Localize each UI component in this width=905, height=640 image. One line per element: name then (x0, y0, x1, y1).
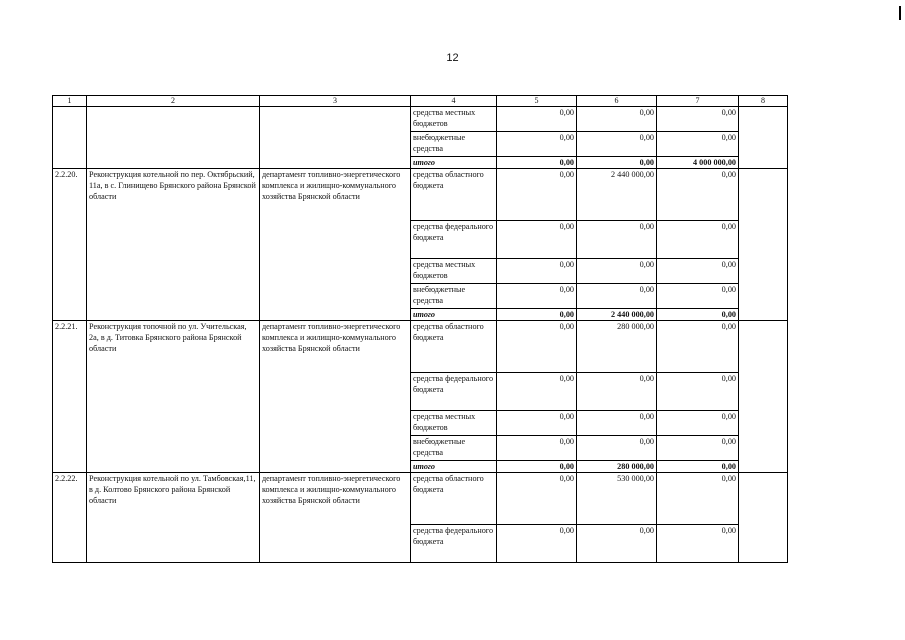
name-cell: Реконструкция топочной по ул. Учительская, 2а, в д. Титовка Брянского района Брянской области (87, 321, 260, 473)
total-value: 4 000 000,00 (657, 157, 739, 169)
total-value: 0,00 (497, 461, 577, 473)
source-cell: внебюджетные средства (411, 284, 497, 309)
source-cell: внебюджетные средства (411, 436, 497, 461)
code-cell: 2.2.21. (53, 321, 87, 473)
table-row (53, 169, 788, 221)
value-cell: 280 000,00 (577, 321, 657, 373)
value-cell: 0,00 (497, 132, 577, 157)
value-cell: 0,00 (577, 221, 657, 259)
code-cell (53, 107, 87, 169)
total-value: 0,00 (497, 309, 577, 321)
value-cell: 0,00 (657, 259, 739, 284)
table-row (53, 107, 788, 132)
scan-edge-mark (899, 6, 901, 20)
source-cell: средства местных бюджетов (411, 259, 497, 284)
value-cell: 0,00 (497, 259, 577, 284)
value-cell: 0,00 (657, 473, 739, 525)
program-table (52, 95, 788, 563)
source-cell: внебюджетные средства (411, 132, 497, 157)
value-cell: 0,00 (577, 284, 657, 309)
column-header: 7 (657, 96, 739, 107)
value-cell: 0,00 (497, 221, 577, 259)
note-cell (739, 321, 788, 473)
value-cell: 0,00 (577, 107, 657, 132)
table-row (53, 473, 788, 525)
source-cell: средства федерального бюджета (411, 373, 497, 411)
source-cell: средства федерального бюджета (411, 221, 497, 259)
source-cell: средства местных бюджетов (411, 107, 497, 132)
value-cell: 0,00 (657, 221, 739, 259)
total-value: 0,00 (657, 309, 739, 321)
total-value: 0,00 (577, 157, 657, 169)
value-cell: 0,00 (577, 411, 657, 436)
code-cell: 2.2.20. (53, 169, 87, 321)
note-cell (739, 169, 788, 321)
value-cell: 0,00 (497, 525, 577, 563)
table-row (53, 321, 788, 373)
value-cell: 0,00 (657, 411, 739, 436)
value-cell: 0,00 (497, 284, 577, 309)
total-value: 0,00 (657, 461, 739, 473)
source-cell: средства федерального бюджета (411, 525, 497, 563)
value-cell: 0,00 (657, 373, 739, 411)
value-cell: 530 000,00 (577, 473, 657, 525)
value-cell: 0,00 (657, 284, 739, 309)
total-label: итого (411, 157, 497, 169)
value-cell: 0,00 (657, 321, 739, 373)
value-cell: 0,00 (657, 169, 739, 221)
code-cell: 2.2.22. (53, 473, 87, 563)
total-value: 280 000,00 (577, 461, 657, 473)
value-cell: 2 440 000,00 (577, 169, 657, 221)
column-header: 5 (497, 96, 577, 107)
note-cell (739, 107, 788, 169)
value-cell: 0,00 (497, 411, 577, 436)
executor-cell: департамент топливно-энергетического комплекса и жилищно-коммунального хозяйства Брянской области (260, 321, 411, 473)
value-cell: 0,00 (497, 321, 577, 373)
executor-cell: департамент топливно-энергетического комплекса и жилищно-коммунального хозяйства Брянской области (260, 169, 411, 321)
name-cell (87, 107, 260, 169)
header-row (53, 96, 788, 107)
value-cell: 0,00 (657, 436, 739, 461)
value-cell: 0,00 (497, 473, 577, 525)
total-value: 0,00 (497, 157, 577, 169)
value-cell: 0,00 (657, 525, 739, 563)
source-cell: средства областного бюджета (411, 321, 497, 373)
value-cell: 0,00 (497, 373, 577, 411)
name-cell: Реконструкция котельной по ул. Тамбовская,11, в д. Колтово Брянского района Брянской области (87, 473, 260, 563)
column-header: 4 (411, 96, 497, 107)
column-header: 6 (577, 96, 657, 107)
column-header: 3 (260, 96, 411, 107)
total-value: 2 440 000,00 (577, 309, 657, 321)
source-cell: средства областного бюджета (411, 473, 497, 525)
executor-cell: департамент топливно-энергетического комплекса и жилищно-коммунального хозяйства Брянской области (260, 473, 411, 563)
value-cell: 0,00 (577, 132, 657, 157)
source-cell: средства местных бюджетов (411, 411, 497, 436)
value-cell: 0,00 (497, 169, 577, 221)
note-cell (739, 473, 788, 563)
value-cell: 0,00 (497, 107, 577, 132)
total-label: итого (411, 309, 497, 321)
value-cell: 0,00 (497, 436, 577, 461)
name-cell: Реконструкция котельной по пер. Октябрьский, 11а, в с. Глинищево Брянского района Брянской области (87, 169, 260, 321)
value-cell: 0,00 (577, 525, 657, 563)
page-number: 12 (446, 52, 459, 64)
column-header: 8 (739, 96, 788, 107)
value-cell: 0,00 (577, 373, 657, 411)
source-cell: средства областного бюджета (411, 169, 497, 221)
column-header: 1 (53, 96, 87, 107)
value-cell: 0,00 (577, 436, 657, 461)
column-header: 2 (87, 96, 260, 107)
value-cell: 0,00 (577, 259, 657, 284)
total-label: итого (411, 461, 497, 473)
value-cell: 0,00 (657, 107, 739, 132)
executor-cell (260, 107, 411, 169)
value-cell: 0,00 (657, 132, 739, 157)
